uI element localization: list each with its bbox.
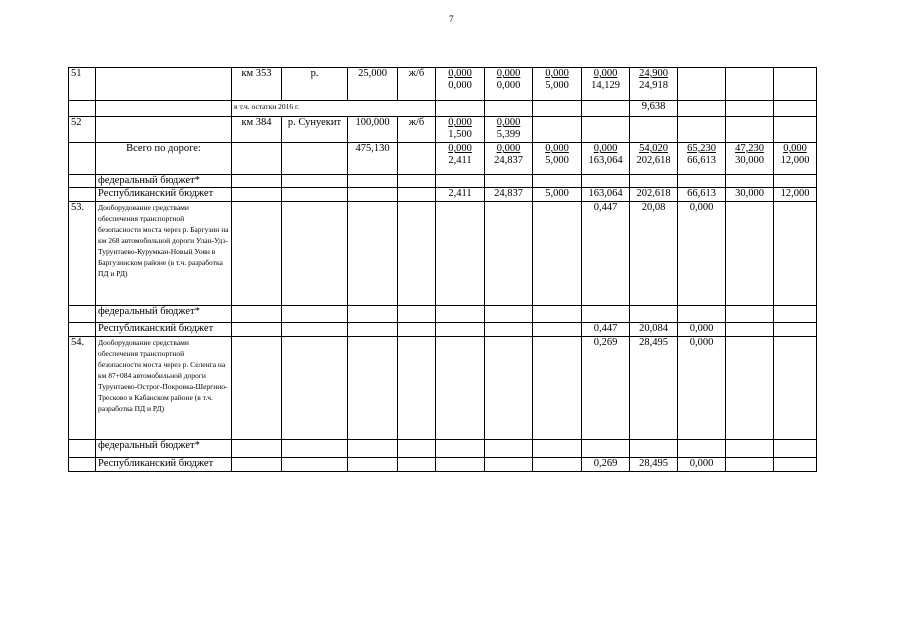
value: 5,000 — [533, 188, 582, 202]
value-cell: 9,638 — [630, 101, 678, 117]
value: 12,000 — [774, 188, 817, 202]
value: 66,613 — [678, 188, 726, 202]
table-row — [69, 440, 817, 458]
value-cell — [533, 68, 582, 101]
value: 0,000 — [678, 323, 726, 337]
km-cell: км 353 — [232, 68, 282, 101]
value: 0,447 — [582, 202, 630, 306]
row-number: 52 — [69, 117, 96, 143]
table-row — [69, 188, 817, 202]
value: 0,000 — [678, 337, 726, 440]
table-row — [69, 143, 817, 175]
value: 163,064 — [582, 188, 630, 202]
value: 24,837 — [494, 155, 523, 166]
value: 2,411 — [448, 155, 472, 166]
table-row — [69, 101, 817, 117]
budget-label: федеральный бюджет* — [98, 440, 200, 451]
table-row — [69, 68, 817, 101]
value-cell — [582, 68, 630, 101]
value: 12,000 — [780, 155, 810, 166]
value: 54,020 — [639, 143, 668, 154]
row-number: 54. — [69, 337, 96, 440]
value-cell — [630, 68, 678, 101]
type-cell: ж/б — [398, 68, 436, 101]
place-cell: р. Сунуекит — [282, 117, 348, 143]
budget-label: Республиканский бюджет — [98, 323, 214, 334]
value: 24,918 — [639, 80, 668, 91]
value: 0,000 — [545, 143, 569, 154]
value: 0,000 — [496, 143, 521, 154]
total-label: Всего по дороге: — [96, 143, 232, 175]
table-row — [69, 306, 817, 323]
table-row — [69, 202, 817, 306]
table-row — [69, 117, 817, 143]
place-cell: р. — [282, 68, 348, 101]
value-cell — [436, 68, 485, 101]
value-cell — [485, 68, 533, 101]
value: 0,000 — [496, 117, 521, 128]
value: 20,08 — [630, 202, 678, 306]
budget-label: федеральный бюджет* — [98, 175, 200, 186]
value-cell — [436, 117, 485, 143]
type-cell: ж/б — [398, 117, 436, 143]
row-number: 53. — [69, 202, 96, 306]
value: 0,000 — [496, 68, 521, 79]
value: 0,447 — [582, 323, 630, 337]
value: 2,411 — [436, 188, 485, 202]
budget-label: Республиканский бюджет — [98, 188, 214, 199]
value: 24,837 — [485, 188, 533, 202]
item-description: Дооборудование средствами обеспечения транспортной безопасности моста через р. Селенга на км 87+084 автомобильной дороги Турунтаево-Острог-Покровка-Шергино-Тресково в Кабанском районе (в т.ч. разработка ПД и РД) — [96, 337, 232, 440]
value: 66,613 — [687, 155, 716, 166]
value: 47,230 — [735, 143, 764, 154]
row-number: 51 — [69, 68, 96, 101]
value: 0,000 — [593, 68, 618, 79]
km-cell: км 384 — [232, 117, 282, 143]
value-cell — [485, 117, 533, 143]
value: 0,000 — [783, 143, 807, 154]
value: 24,900 — [639, 68, 668, 79]
value: 0,000 — [448, 143, 472, 154]
note-text: в т.ч. остатки 2016 г. — [234, 102, 300, 111]
value: 0,000 — [678, 458, 726, 472]
table-row — [69, 458, 817, 472]
value: 14,129 — [591, 80, 620, 91]
value: 20,084 — [630, 323, 678, 337]
table-row — [69, 337, 817, 440]
item-description: Дооборудование средствами обеспечения транспортной безопасности моста через р. Баргузин на км 268 автомобильной дороги Улан-Удэ-Турунтаево-Курумкан-Новый Уоян в Баргузинском районе (в т.ч. разработка ПД и РД) — [96, 202, 232, 306]
value: 0,000 — [448, 68, 472, 79]
value: 65,230 — [687, 143, 716, 154]
value: 28,495 — [630, 337, 678, 440]
table-row — [69, 323, 817, 337]
budget-label: федеральный бюджет* — [98, 306, 200, 317]
page-number: 7 — [449, 14, 454, 24]
value: 5,399 — [496, 129, 521, 140]
value: 0,000 — [545, 68, 569, 79]
value: 5,000 — [545, 80, 569, 91]
value: 5,000 — [545, 155, 569, 166]
length-cell: 25,000 — [348, 68, 398, 101]
value: 1,500 — [448, 129, 472, 140]
value: 202,618 — [630, 188, 678, 202]
value: 163,064 — [588, 155, 623, 166]
value: 0,269 — [582, 337, 630, 440]
value: 202,618 — [636, 155, 671, 166]
value: 30,000 — [735, 155, 764, 166]
value: 28,495 — [630, 458, 678, 472]
length-cell: 100,000 — [348, 117, 398, 143]
value: 0,000 — [496, 80, 521, 91]
value: 0,000 — [448, 117, 472, 128]
length-cell: 475,130 — [348, 143, 398, 175]
budget-label: Республиканский бюджет — [98, 458, 214, 469]
value: 30,000 — [726, 188, 774, 202]
budget-table — [68, 67, 817, 472]
value: 0,000 — [678, 202, 726, 306]
value: 0,000 — [593, 143, 618, 154]
table-row — [69, 175, 817, 188]
value: 0,269 — [582, 458, 630, 472]
value: 0,000 — [448, 80, 472, 91]
